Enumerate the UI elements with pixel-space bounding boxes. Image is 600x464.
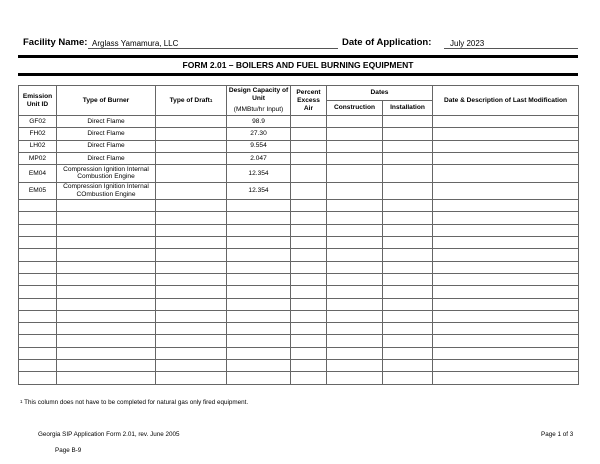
facility-name-value: Arglass Yamamura, LLC — [92, 39, 179, 48]
col-type-of-burner: Type of Burner — [57, 86, 156, 116]
date-of-application-underline — [444, 48, 578, 49]
cell-type-of-burner: Direct Flame — [57, 128, 156, 140]
cell-last-modification — [433, 152, 579, 164]
empty-cell — [383, 237, 433, 249]
empty-cell — [327, 237, 383, 249]
empty-cell — [383, 212, 433, 224]
col-design-capacity-units: (MMBtu/hr Input) — [233, 106, 284, 113]
empty-cell — [433, 323, 579, 335]
cell-construction — [327, 165, 383, 183]
empty-cell — [291, 310, 327, 322]
empty-cell — [291, 323, 327, 335]
empty-cell — [57, 224, 156, 236]
empty-cell — [327, 200, 383, 212]
col-design-capacity-label: Design Capacity of Unit — [228, 87, 289, 102]
empty-cell — [227, 200, 291, 212]
footnote-text: This column does not have to be completed for natural gas only fired equipment. — [22, 399, 249, 406]
empty-cell — [156, 273, 227, 285]
empty-cell — [227, 347, 291, 359]
table-row — [19, 128, 579, 140]
cell-emission-unit-id: EM05 — [19, 182, 57, 200]
empty-cell — [291, 200, 327, 212]
empty-cell — [19, 273, 57, 285]
cell-installation — [383, 152, 433, 164]
cell-construction — [327, 128, 383, 140]
empty-cell — [57, 200, 156, 212]
empty-cell — [57, 335, 156, 347]
empty-cell — [433, 249, 579, 261]
empty-cell — [19, 323, 57, 335]
empty-cell — [291, 335, 327, 347]
empty-cell — [327, 323, 383, 335]
empty-cell — [383, 249, 433, 261]
empty-cell — [156, 372, 227, 384]
cell-emission-unit-id: LH02 — [19, 140, 57, 152]
date-of-application-label: Date of Application: — [342, 37, 432, 48]
empty-cell — [156, 335, 227, 347]
empty-cell — [433, 273, 579, 285]
cell-type-of-burner: Direct Flame — [57, 116, 156, 128]
empty-cell — [327, 273, 383, 285]
empty-cell — [433, 310, 579, 322]
table-row — [19, 182, 579, 200]
form-title: FORM 2.01 – BOILERS AND FUEL BURNING EQUIPMENT — [182, 60, 414, 70]
empty-cell — [57, 212, 156, 224]
empty-cell — [156, 360, 227, 372]
blank-table-row — [19, 335, 579, 347]
empty-cell — [433, 237, 579, 249]
cell-percent-excess-air — [291, 152, 327, 164]
footnote — [20, 399, 248, 406]
empty-cell — [156, 237, 227, 249]
empty-cell — [291, 298, 327, 310]
table-row — [19, 140, 579, 152]
cell-design-capacity: 12.354 — [227, 165, 291, 183]
cell-percent-excess-air — [291, 182, 327, 200]
empty-cell — [291, 273, 327, 285]
empty-cell — [291, 224, 327, 236]
empty-cell — [327, 347, 383, 359]
empty-cell — [19, 360, 57, 372]
empty-cell — [156, 310, 227, 322]
empty-cell — [291, 286, 327, 298]
col-installation: Installation — [383, 101, 433, 116]
cell-construction — [327, 182, 383, 200]
empty-cell — [227, 335, 291, 347]
page-code: Page B-9 — [55, 447, 82, 454]
cell-type-of-burner: Compression Ignition Internal COmbustion Engine — [57, 182, 156, 200]
empty-cell — [383, 261, 433, 273]
blank-table-row — [19, 224, 579, 236]
empty-cell — [383, 298, 433, 310]
empty-cell — [327, 372, 383, 384]
empty-cell — [227, 372, 291, 384]
empty-cell — [156, 200, 227, 212]
empty-cell — [383, 310, 433, 322]
empty-cell — [156, 249, 227, 261]
empty-cell — [227, 360, 291, 372]
empty-cell — [291, 237, 327, 249]
empty-cell — [327, 298, 383, 310]
blank-table-row — [19, 249, 579, 261]
empty-cell — [57, 310, 156, 322]
empty-cell — [57, 286, 156, 298]
cell-type-of-draft — [156, 152, 227, 164]
empty-cell — [156, 323, 227, 335]
cell-construction — [327, 140, 383, 152]
empty-cell — [383, 335, 433, 347]
empty-cell — [291, 249, 327, 261]
empty-cell — [433, 200, 579, 212]
empty-cell — [19, 261, 57, 273]
col-design-capacity — [227, 86, 291, 116]
empty-cell — [19, 249, 57, 261]
table-row — [19, 116, 579, 128]
empty-cell — [383, 286, 433, 298]
empty-cell — [19, 310, 57, 322]
empty-cell — [19, 335, 57, 347]
page-of-count: Page 1 of 3 — [541, 431, 574, 438]
col-dates: Dates — [327, 86, 433, 101]
form-title-top-rule — [18, 55, 578, 58]
col-construction: Construction — [327, 101, 383, 116]
empty-cell — [433, 360, 579, 372]
empty-cell — [19, 298, 57, 310]
equipment-table — [18, 85, 579, 385]
cell-installation — [383, 182, 433, 200]
empty-cell — [291, 372, 327, 384]
blank-table-row — [19, 298, 579, 310]
empty-cell — [156, 261, 227, 273]
empty-cell — [19, 372, 57, 384]
cell-design-capacity: 9.554 — [227, 140, 291, 152]
empty-cell — [227, 212, 291, 224]
empty-cell — [433, 286, 579, 298]
empty-cell — [57, 323, 156, 335]
empty-cell — [19, 286, 57, 298]
empty-cell — [57, 273, 156, 285]
col-type-of-draft-label: Type of Draft — [169, 96, 210, 104]
empty-cell — [19, 224, 57, 236]
empty-cell — [433, 261, 579, 273]
empty-cell — [156, 298, 227, 310]
col-type-of-draft — [156, 86, 227, 116]
cell-installation — [383, 165, 433, 183]
empty-cell — [57, 347, 156, 359]
facility-name-label: Facility Name: — [23, 37, 88, 48]
empty-cell — [227, 261, 291, 273]
empty-cell — [227, 298, 291, 310]
cell-last-modification — [433, 182, 579, 200]
empty-cell — [327, 360, 383, 372]
empty-cell — [227, 249, 291, 261]
empty-cell — [327, 212, 383, 224]
cell-construction — [327, 116, 383, 128]
empty-cell — [433, 335, 579, 347]
empty-cell — [57, 298, 156, 310]
cell-emission-unit-id: FH02 — [19, 128, 57, 140]
empty-cell — [383, 347, 433, 359]
cell-type-of-burner: Direct Flame — [57, 152, 156, 164]
blank-table-row — [19, 212, 579, 224]
empty-cell — [227, 323, 291, 335]
empty-cell — [156, 212, 227, 224]
blank-table-row — [19, 273, 579, 285]
empty-cell — [291, 360, 327, 372]
cell-type-of-draft — [156, 165, 227, 183]
equipment-table-body — [19, 116, 579, 385]
cell-percent-excess-air — [291, 165, 327, 183]
cell-type-of-draft — [156, 128, 227, 140]
col-emission-unit-id: Emission Unit ID — [19, 86, 57, 116]
empty-cell — [227, 286, 291, 298]
form-title-bottom-rule — [18, 73, 578, 76]
empty-cell — [327, 335, 383, 347]
empty-cell — [156, 224, 227, 236]
empty-cell — [327, 249, 383, 261]
empty-cell — [383, 372, 433, 384]
empty-cell — [227, 273, 291, 285]
empty-cell — [291, 347, 327, 359]
empty-cell — [57, 261, 156, 273]
cell-last-modification — [433, 140, 579, 152]
empty-cell — [327, 261, 383, 273]
empty-cell — [19, 347, 57, 359]
cell-emission-unit-id: MP02 — [19, 152, 57, 164]
empty-cell — [383, 224, 433, 236]
blank-table-row — [19, 286, 579, 298]
empty-cell — [227, 237, 291, 249]
empty-cell — [433, 224, 579, 236]
empty-cell — [19, 237, 57, 249]
cell-design-capacity: 98.9 — [227, 116, 291, 128]
cell-type-of-draft — [156, 182, 227, 200]
cell-design-capacity: 2.047 — [227, 152, 291, 164]
cell-percent-excess-air — [291, 128, 327, 140]
empty-cell — [19, 212, 57, 224]
blank-table-row — [19, 372, 579, 384]
empty-cell — [57, 249, 156, 261]
cell-type-of-burner: Compression Ignition Internal Combustion Engine — [57, 165, 156, 183]
empty-cell — [383, 200, 433, 212]
blank-table-row — [19, 310, 579, 322]
empty-cell — [57, 360, 156, 372]
form-revision-info: Georgia SIP Application Form 2.01, rev. June 2005 — [38, 431, 180, 438]
facility-name-underline — [88, 48, 338, 49]
empty-cell — [19, 200, 57, 212]
blank-table-row — [19, 261, 579, 273]
blank-table-row — [19, 347, 579, 359]
empty-cell — [327, 310, 383, 322]
cell-last-modification — [433, 128, 579, 140]
empty-cell — [156, 286, 227, 298]
footnote-mark: 1 — [20, 399, 23, 404]
cell-installation — [383, 140, 433, 152]
date-of-application-value: July 2023 — [450, 39, 485, 48]
empty-cell — [227, 310, 291, 322]
table-row — [19, 152, 579, 164]
cell-last-modification — [433, 116, 579, 128]
cell-percent-excess-air — [291, 140, 327, 152]
col-type-of-draft-footnote-mark: 1 — [209, 97, 213, 103]
blank-table-row — [19, 200, 579, 212]
empty-cell — [433, 347, 579, 359]
blank-table-row — [19, 360, 579, 372]
cell-type-of-draft — [156, 116, 227, 128]
cell-construction — [327, 152, 383, 164]
col-last-modification: Date & Description of Last Modification — [433, 86, 579, 116]
empty-cell — [57, 372, 156, 384]
empty-cell — [433, 298, 579, 310]
blank-table-row — [19, 323, 579, 335]
cell-type-of-draft — [156, 140, 227, 152]
empty-cell — [291, 261, 327, 273]
cell-installation — [383, 128, 433, 140]
table-row — [19, 165, 579, 183]
empty-cell — [383, 323, 433, 335]
cell-emission-unit-id: GF02 — [19, 116, 57, 128]
empty-cell — [327, 224, 383, 236]
empty-cell — [227, 224, 291, 236]
cell-last-modification — [433, 165, 579, 183]
empty-cell — [291, 212, 327, 224]
blank-table-row — [19, 237, 579, 249]
col-percent-excess-air: Percent Excess Air — [291, 86, 327, 116]
cell-type-of-burner: Direct Flame — [57, 140, 156, 152]
empty-cell — [433, 372, 579, 384]
empty-cell — [57, 237, 156, 249]
cell-emission-unit-id: EM04 — [19, 165, 57, 183]
empty-cell — [383, 273, 433, 285]
empty-cell — [383, 360, 433, 372]
cell-design-capacity: 27.30 — [227, 128, 291, 140]
empty-cell — [433, 212, 579, 224]
cell-installation — [383, 116, 433, 128]
empty-cell — [327, 286, 383, 298]
cell-percent-excess-air — [291, 116, 327, 128]
cell-design-capacity: 12.354 — [227, 182, 291, 200]
empty-cell — [156, 347, 227, 359]
